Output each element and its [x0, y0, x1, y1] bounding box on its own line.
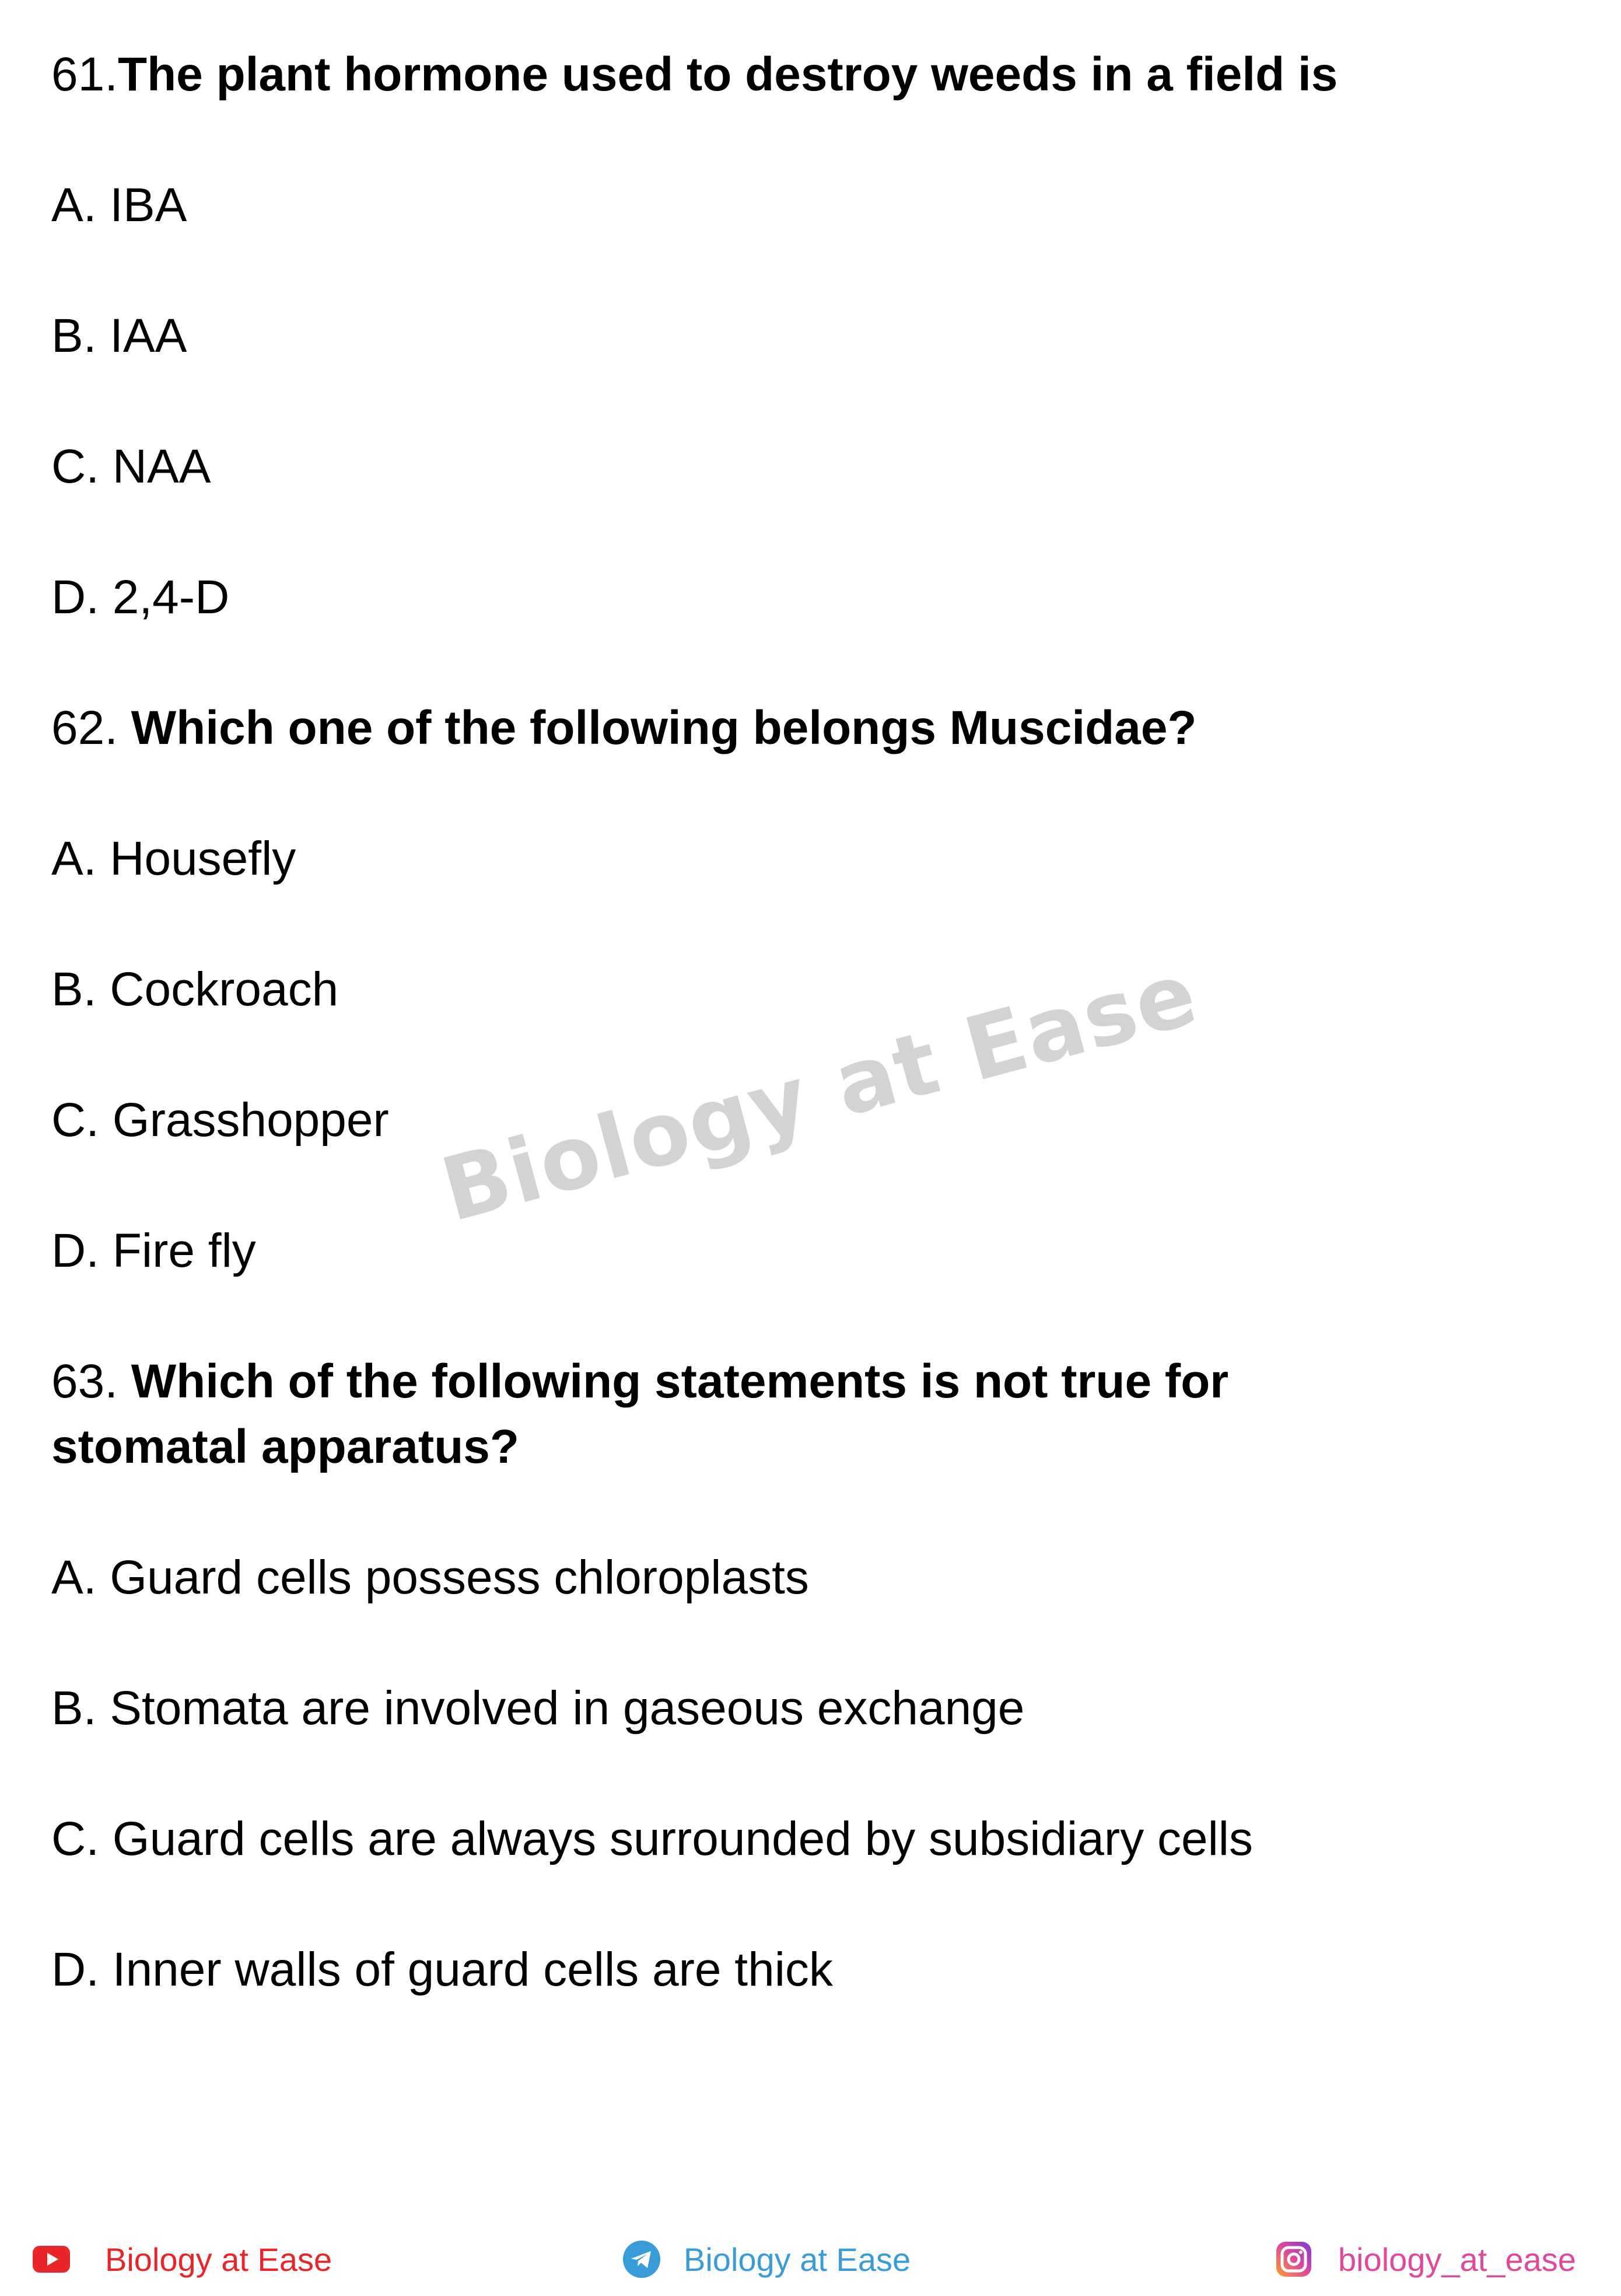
question-number: 61. — [51, 48, 118, 101]
question-text-line2: stomatal apparatus? — [51, 1420, 519, 1473]
option-62-b: B. Cockroach — [51, 963, 339, 1016]
option-62-a: A. Housefly — [51, 832, 296, 885]
question-61 — [51, 42, 1338, 107]
option-62-d: D. Fire fly — [51, 1224, 256, 1277]
option-61-c: C. NAA — [51, 440, 211, 493]
question-text-line1: Which of the following statements is not true for — [131, 1355, 1229, 1408]
youtube-icon — [33, 2241, 70, 2278]
question-63 — [51, 1349, 1228, 1414]
question-63-continued — [51, 1414, 519, 1480]
question-62 — [51, 696, 1197, 761]
question-text: The plant hormone used to destroy weeds in a field is — [118, 48, 1338, 101]
footer-telegram-label: Biology at Ease — [684, 2241, 911, 2278]
question-text: Which one of the following belongs Muscidae? — [131, 701, 1197, 754]
option-63-b: B. Stomata are involved in gaseous exchange — [51, 1682, 1025, 1735]
footer-youtube-link[interactable] — [33, 2236, 332, 2283]
footer-instagram-link[interactable] — [1275, 2236, 1576, 2283]
option-63-a: A. Guard cells possess chloroplasts — [51, 1551, 809, 1604]
question-number: 62. — [51, 701, 131, 754]
footer-telegram-link[interactable] — [623, 2236, 911, 2283]
option-63-c: C. Guard cells are always surrounded by subsidiary cells — [51, 1812, 1254, 1865]
question-number: 63. — [51, 1355, 131, 1408]
option-61-d: D. 2,4-D — [51, 571, 230, 624]
footer-instagram-label: biology_at_ease — [1338, 2241, 1576, 2278]
option-61-a: A. IBA — [51, 179, 187, 232]
option-63-d: D. Inner walls of guard cells are thick — [51, 1943, 833, 1996]
footer-youtube-label: Biology at Ease — [105, 2241, 332, 2278]
option-61-b: B. IAA — [51, 309, 187, 362]
option-62-c: C. Grasshopper — [51, 1093, 389, 1147]
telegram-icon — [623, 2241, 660, 2278]
instagram-icon — [1275, 2241, 1312, 2278]
watermark: Biology at Ease — [432, 942, 1208, 1242]
